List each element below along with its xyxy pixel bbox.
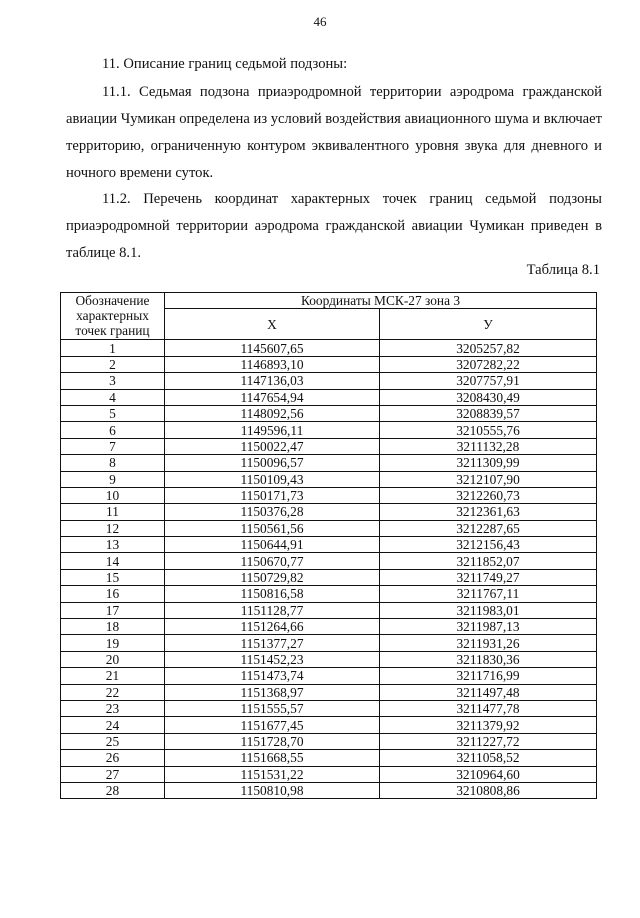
y-coordinate-cell: 3208839,57: [380, 405, 597, 421]
header-x: Х: [165, 309, 380, 340]
y-coordinate-cell: 3207282,22: [380, 356, 597, 372]
x-coordinate-cell: 1151377,27: [165, 635, 380, 651]
y-coordinate-cell: 3211983,01: [380, 602, 597, 618]
x-coordinate-cell: 1146893,10: [165, 356, 380, 372]
y-coordinate-cell: 3211379,92: [380, 717, 597, 733]
x-coordinate-cell: 1150171,73: [165, 487, 380, 503]
x-coordinate-cell: 1151368,97: [165, 684, 380, 700]
point-number-cell: 2: [61, 356, 165, 372]
paragraph-coordinates-ref-block: [66, 186, 602, 267]
x-coordinate-cell: 1149596,11: [165, 422, 380, 438]
point-number-cell: 28: [61, 782, 165, 798]
table-row: [61, 389, 597, 405]
section-heading-block: [66, 51, 602, 78]
y-coordinate-cell: 3212287,65: [380, 520, 597, 536]
y-coordinate-cell: 3210555,76: [380, 422, 597, 438]
point-number-cell: 27: [61, 766, 165, 782]
table-row: [61, 471, 597, 487]
table-row: [61, 422, 597, 438]
y-coordinate-cell: 3211830,36: [380, 651, 597, 667]
point-number-cell: 23: [61, 700, 165, 716]
table-row: [61, 553, 597, 569]
paragraph-description-block: [66, 79, 602, 187]
table-row: [61, 733, 597, 749]
x-coordinate-cell: 1145607,65: [165, 340, 380, 356]
header-coordinates: Координаты МСК-27 зона 3: [165, 293, 597, 309]
x-coordinate-cell: 1151473,74: [165, 668, 380, 684]
point-number-cell: 19: [61, 635, 165, 651]
point-number-cell: 3: [61, 373, 165, 389]
point-number-cell: 16: [61, 586, 165, 602]
point-number-cell: 9: [61, 471, 165, 487]
paragraph-description: 11.1. Седьмая подзона приаэродромной территории аэродрома гражданской авиации Чумикан определена из условий воздействия авиационного шума и включает территорию, ограниченную контуром эквивалентного уровня звука для дневного и ночного времени суток.: [66, 84, 602, 181]
table-row: [61, 717, 597, 733]
table-header-row: [61, 293, 597, 309]
y-coordinate-cell: 3208430,49: [380, 389, 597, 405]
x-coordinate-cell: 1150816,58: [165, 586, 380, 602]
x-coordinate-cell: 1150022,47: [165, 438, 380, 454]
x-coordinate-cell: 1150109,43: [165, 471, 380, 487]
table-row: [61, 700, 597, 716]
paragraph-coordinates-ref: 11.2. Перечень координат характерных точек границ седьмой подзоны приаэродромной территории аэродрома гражданской авиации Чумикан приведен в таблице 8.1.: [66, 191, 602, 261]
y-coordinate-cell: 3211987,13: [380, 619, 597, 635]
y-coordinate-cell: 3212361,63: [380, 504, 597, 520]
table-row: [61, 373, 597, 389]
x-coordinate-cell: 1151264,66: [165, 619, 380, 635]
table-row: [61, 504, 597, 520]
y-coordinate-cell: 3210808,86: [380, 782, 597, 798]
y-coordinate-cell: 3212156,43: [380, 537, 597, 553]
x-coordinate-cell: 1147136,03: [165, 373, 380, 389]
point-number-cell: 4: [61, 389, 165, 405]
x-coordinate-cell: 1151668,55: [165, 750, 380, 766]
y-coordinate-cell: 3211931,26: [380, 635, 597, 651]
table-caption: Таблица 8.1: [526, 262, 600, 278]
table-row: [61, 340, 597, 356]
table-row: [61, 356, 597, 372]
point-number-cell: 20: [61, 651, 165, 667]
point-number-cell: 25: [61, 733, 165, 749]
table-row: [61, 782, 597, 798]
x-coordinate-cell: 1150810,98: [165, 782, 380, 798]
table-row: [61, 586, 597, 602]
point-number-cell: 24: [61, 717, 165, 733]
x-coordinate-cell: 1151728,70: [165, 733, 380, 749]
point-number-cell: 1: [61, 340, 165, 356]
y-coordinate-cell: 3211477,78: [380, 700, 597, 716]
y-coordinate-cell: 3211132,28: [380, 438, 597, 454]
table-row: [61, 635, 597, 651]
header-point-label: Обозначение характерных точек границ: [61, 293, 165, 340]
point-number-cell: 13: [61, 537, 165, 553]
y-coordinate-cell: 3212260,73: [380, 487, 597, 503]
point-number-cell: 8: [61, 455, 165, 471]
point-number-cell: 11: [61, 504, 165, 520]
table-row: [61, 651, 597, 667]
table-row: [61, 520, 597, 536]
x-coordinate-cell: 1150376,28: [165, 504, 380, 520]
point-number-cell: 17: [61, 602, 165, 618]
coordinates-table: [60, 292, 597, 799]
table-row: [61, 569, 597, 585]
point-number-cell: 6: [61, 422, 165, 438]
point-number-cell: 5: [61, 405, 165, 421]
y-coordinate-cell: 3207757,91: [380, 373, 597, 389]
point-number-cell: 18: [61, 619, 165, 635]
table-body: [61, 340, 597, 799]
y-coordinate-cell: 3211309,99: [380, 455, 597, 471]
page-number: 46: [313, 14, 327, 29]
y-coordinate-cell: 3211227,72: [380, 733, 597, 749]
y-coordinate-cell: 3211497,48: [380, 684, 597, 700]
x-coordinate-cell: 1151452,23: [165, 651, 380, 667]
point-number-cell: 7: [61, 438, 165, 454]
y-coordinate-cell: 3211058,52: [380, 750, 597, 766]
table-row: [61, 750, 597, 766]
x-coordinate-cell: 1150096,57: [165, 455, 380, 471]
x-coordinate-cell: 1147654,94: [165, 389, 380, 405]
y-coordinate-cell: 3205257,82: [380, 340, 597, 356]
x-coordinate-cell: 1148092,56: [165, 405, 380, 421]
y-coordinate-cell: 3211767,11: [380, 586, 597, 602]
y-coordinate-cell: 3212107,90: [380, 471, 597, 487]
table-row: [61, 405, 597, 421]
x-coordinate-cell: 1150644,91: [165, 537, 380, 553]
table-row: [61, 619, 597, 635]
point-number-cell: 26: [61, 750, 165, 766]
table-row: [61, 537, 597, 553]
point-number-cell: 15: [61, 569, 165, 585]
point-number-cell: 12: [61, 520, 165, 536]
x-coordinate-cell: 1150561,56: [165, 520, 380, 536]
x-coordinate-cell: 1150729,82: [165, 569, 380, 585]
x-coordinate-cell: 1151677,45: [165, 717, 380, 733]
y-coordinate-cell: 3211716,99: [380, 668, 597, 684]
point-number-cell: 22: [61, 684, 165, 700]
header-y: У: [380, 309, 597, 340]
x-coordinate-cell: 1150670,77: [165, 553, 380, 569]
table-row: [61, 455, 597, 471]
point-number-cell: 21: [61, 668, 165, 684]
y-coordinate-cell: 3211852,07: [380, 553, 597, 569]
table-row: [61, 438, 597, 454]
x-coordinate-cell: 1151531,22: [165, 766, 380, 782]
table-row: [61, 766, 597, 782]
y-coordinate-cell: 3211749,27: [380, 569, 597, 585]
table-row: [61, 668, 597, 684]
table-row: [61, 684, 597, 700]
point-number-cell: 14: [61, 553, 165, 569]
x-coordinate-cell: 1151128,77: [165, 602, 380, 618]
point-number-cell: 10: [61, 487, 165, 503]
section-heading: 11. Описание границ седьмой подзоны:: [102, 56, 348, 72]
y-coordinate-cell: 3210964,60: [380, 766, 597, 782]
x-coordinate-cell: 1151555,57: [165, 700, 380, 716]
table-row: [61, 602, 597, 618]
table-row: [61, 487, 597, 503]
